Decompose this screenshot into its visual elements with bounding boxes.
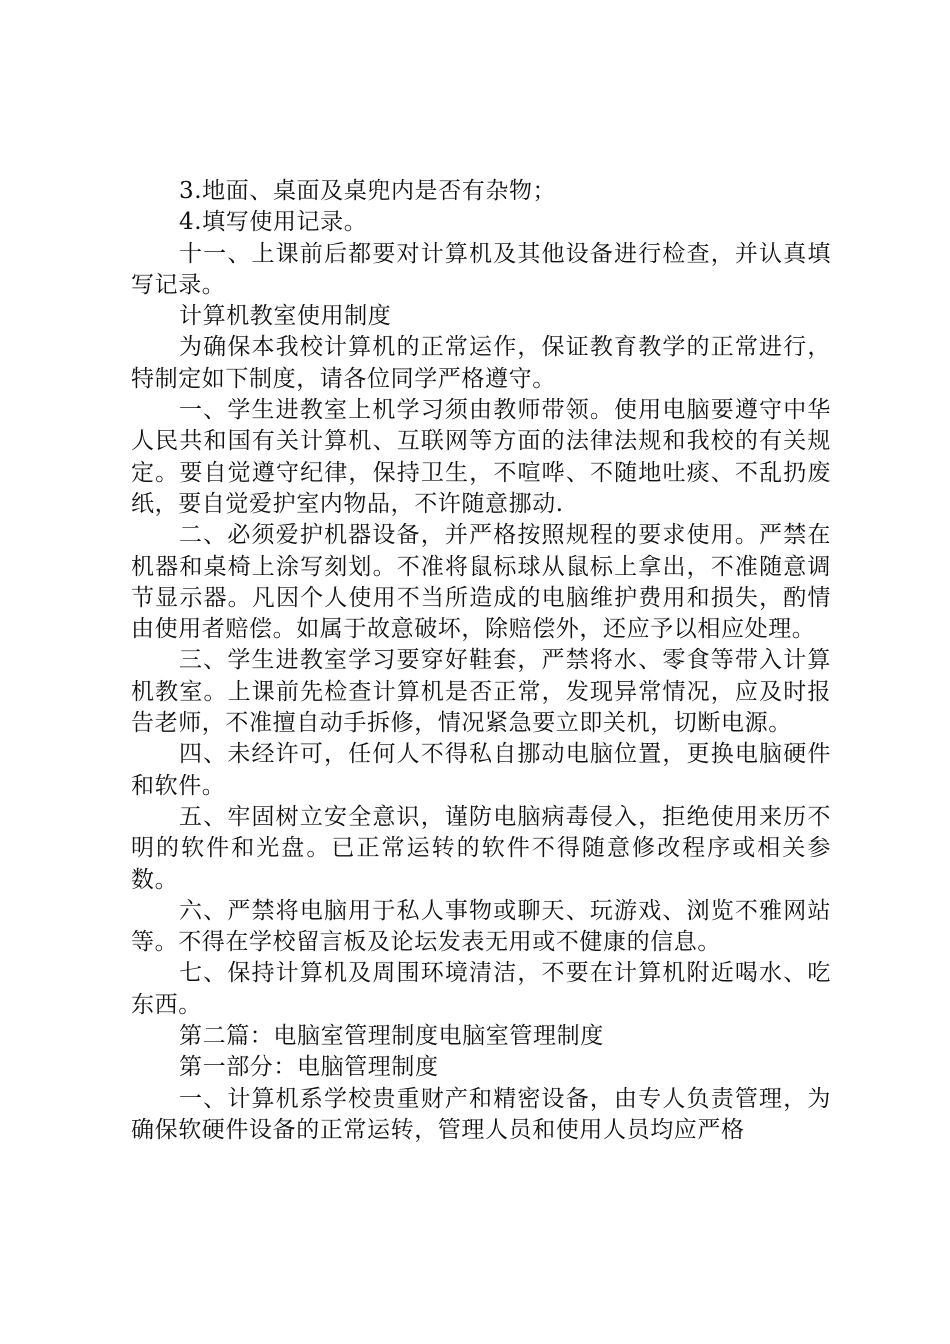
paragraph-rule-1: 一、学生进教室上机学习须由教师带领。使用电脑要遵守中华人民共和国有关计算机、互联网等方面的法律法规和我校的有关规定。要自觉遵守纪律，保持卫生，不喧哗、不随地吐痰、不乱扔废纸，要自觉爱护室内物品，不许随意挪动.	[131, 397, 831, 517]
section-heading-lab-rules: 计算机教室使用制度	[179, 303, 392, 330]
paragraph-item-3: 3.地面、桌面及桌兜内是否有杂物；	[179, 178, 557, 204]
paragraph-rule-11: 十一、上课前后都要对计算机及其他设备进行检查，并认真填写记录。	[131, 240, 831, 298]
paragraph-item-4: 4.填写使用记录。	[179, 209, 368, 236]
paragraph-rule-3: 三、学生进教室学习要穿好鞋套，严禁将水、零食等带入计算机教室。上课前先检查计算机是否正常，发现异常情况，应及时报告老师，不准擅自动手拆修，情况紧急要立即关机，切断电源。	[131, 647, 831, 737]
chapter-heading-part-two: 第二篇：电脑室管理制度电脑室管理制度	[179, 1023, 604, 1050]
document-body	[131, 176, 831, 1146]
paragraph-intro: 为确保本我校计算机的正常运作，保证教育教学的正常进行，特制定如下制度，请各位同学严格遵守。	[131, 334, 831, 392]
paragraph-rule-6: 六、严禁将电脑用于私人事物或聊天、玩游戏、浏览不雅网站等。不得在学校留言板及论坛发表无用或不健康的信息。	[131, 897, 831, 956]
section-heading-part-one: 第一部分：电脑管理制度	[179, 1054, 439, 1081]
paragraph-rule-2: 二、必须爱护机器设备，并严格按照规程的要求使用。严禁在机器和桌椅上涂写刻划。不准将鼠标球从鼠标上拿出，不准随意调节显示器。凡因个人使用不当所造成的电脑维护费用和损失，酌情由使用者赔偿。如属于故意破坏，除赔偿外，还应予以相应处理。	[131, 522, 831, 643]
paragraph-rule-5: 五、牢固树立安全意识，谨防电脑病毒侵入，拒绝使用来历不明的软件和光盘。已正常运转的软件不得随意修改程序或相关参数。	[131, 803, 831, 893]
paragraph-rule-7: 七、保持计算机及周围环境清洁，不要在计算机附近喝水、吃东西。	[131, 960, 831, 1018]
paragraph-rule-4: 四、未经许可，任何人不得私自挪动电脑位置，更换电脑硬件和软件。	[131, 741, 831, 799]
paragraph-computer-rule-1: 一、计算机系学校贵重财产和精密设备，由专人负责管理，为确保软硬件设备的正常运转，管理人员和使用人员均应严格	[131, 1085, 831, 1143]
